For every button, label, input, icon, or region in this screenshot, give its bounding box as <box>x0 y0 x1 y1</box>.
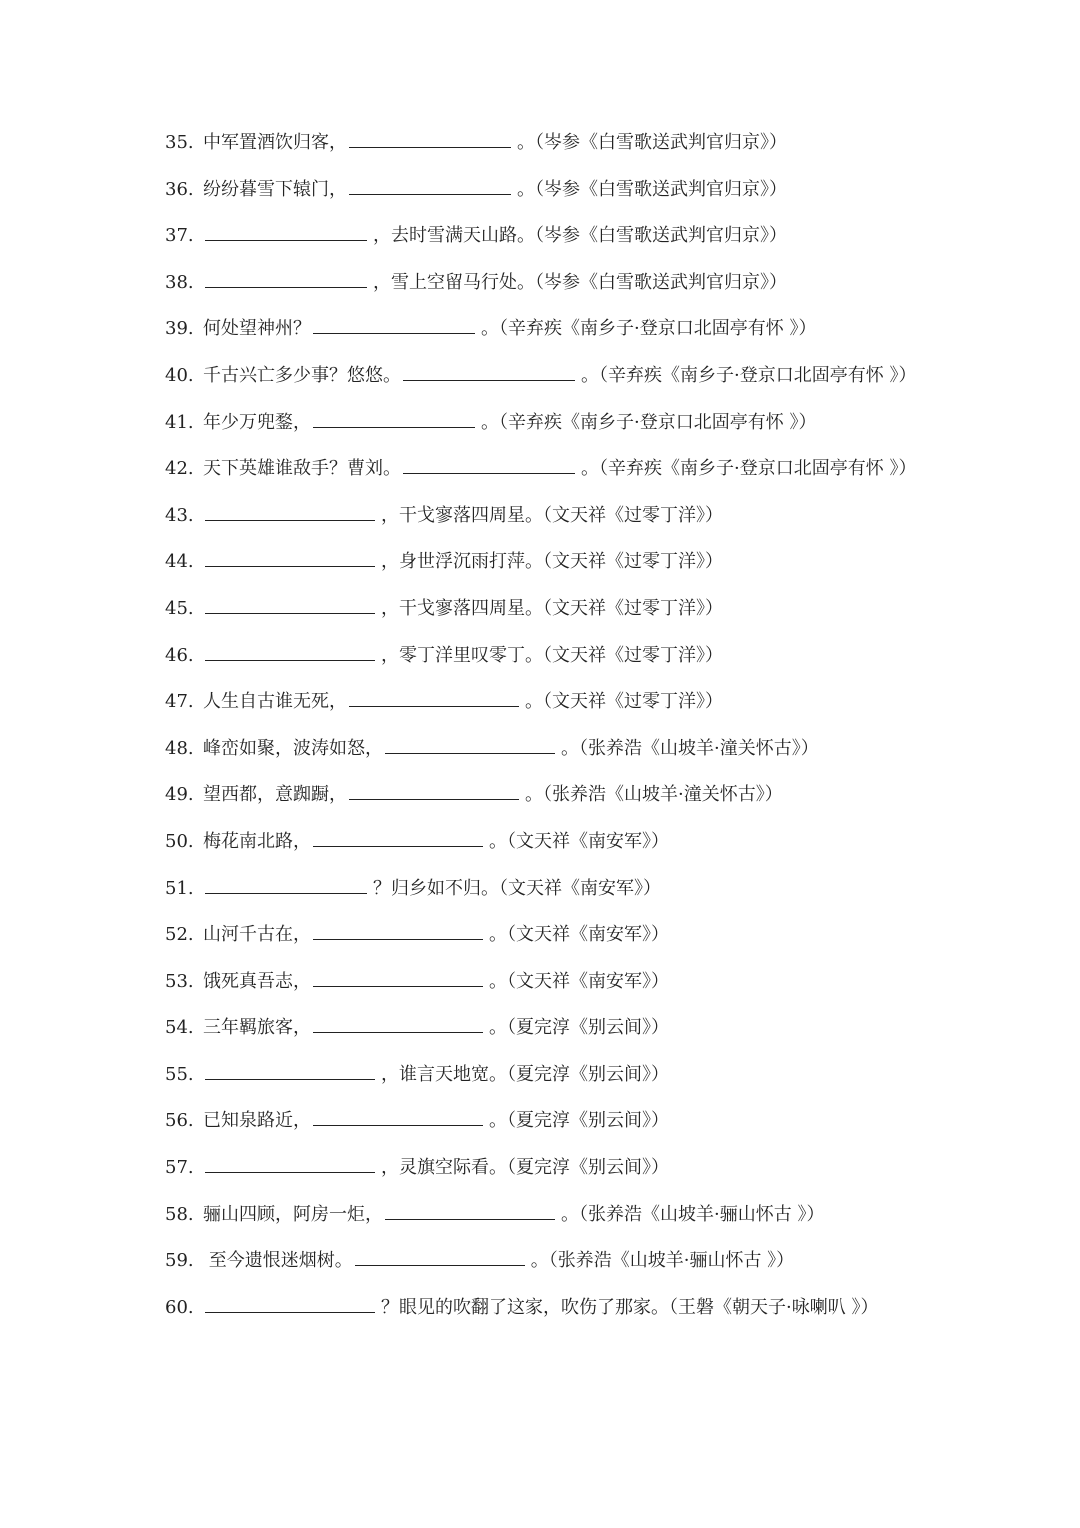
answer-blank[interactable] <box>349 688 519 707</box>
answer-blank[interactable] <box>313 828 483 847</box>
question-suffix: 。（辛弃疾《南乡子·登京口北固亭有怀 》） <box>581 364 917 386</box>
answer-blank[interactable] <box>385 735 555 754</box>
answer-blank[interactable] <box>205 502 375 521</box>
question-number: 51. <box>165 877 194 899</box>
answer-blank[interactable] <box>205 269 367 288</box>
question-prefix: 饿死真吾志， <box>203 970 311 992</box>
question-number: 60. <box>165 1296 194 1318</box>
question-53 <box>165 968 925 996</box>
question-60 <box>165 1294 925 1322</box>
question-37 <box>165 222 925 250</box>
question-suffix: 。（辛弃疾《南乡子·登京口北固亭有怀 》） <box>481 318 817 340</box>
question-number: 38. <box>165 271 194 293</box>
question-number: 39. <box>165 318 194 340</box>
answer-blank[interactable] <box>313 921 483 940</box>
question-prefix: 望西都，意踟蹰， <box>203 784 347 806</box>
answer-blank[interactable] <box>349 176 511 195</box>
answer-blank[interactable] <box>355 1247 525 1266</box>
answer-blank[interactable] <box>205 1294 375 1313</box>
answer-blank[interactable] <box>205 875 367 894</box>
question-59 <box>165 1247 925 1275</box>
question-suffix: 。（张养浩《山坡羊·潼关怀古》） <box>525 784 783 806</box>
answer-blank[interactable] <box>313 315 475 334</box>
question-suffix: ？眼见的吹翻了这家，吹伤了那家。（王磐《朝天子·咏喇叭 》） <box>381 1296 879 1318</box>
question-number: 44. <box>165 551 194 573</box>
answer-blank[interactable] <box>403 455 575 474</box>
question-46 <box>165 642 925 670</box>
question-prefix: 千古兴亡多少事？悠悠。 <box>203 364 401 386</box>
question-suffix: 。（文天祥《南安军》） <box>489 924 669 946</box>
answer-blank[interactable] <box>205 222 367 241</box>
question-45 <box>165 595 925 623</box>
question-39 <box>165 315 925 343</box>
question-number: 35. <box>165 132 194 153</box>
question-number: 47. <box>165 691 194 713</box>
question-suffix: ，去时雪满天山路。（岑参《白雪歌送武判官归京》） <box>373 225 787 247</box>
question-number: 37. <box>165 225 194 247</box>
question-prefix: 中军置酒饮归客， <box>203 132 347 153</box>
question-suffix: 。（张养浩《山坡羊·潼关怀古》） <box>561 737 819 759</box>
question-58 <box>165 1201 925 1229</box>
question-57 <box>165 1154 925 1182</box>
question-list <box>165 129 925 1340</box>
question-suffix: ，干戈寥落四周星。（文天祥《过零丁洋》） <box>381 597 723 619</box>
question-number: 43. <box>165 504 194 526</box>
question-suffix: 。（文天祥《南安军》） <box>489 830 669 852</box>
question-number: 42. <box>165 458 194 480</box>
answer-blank[interactable] <box>205 642 375 661</box>
question-suffix: 。（张养浩《山坡羊·骊山怀古 》） <box>561 1203 825 1225</box>
answer-blank[interactable] <box>205 1154 375 1173</box>
answer-blank[interactable] <box>205 548 375 567</box>
question-prefix: 纷纷暮雪下辕门， <box>203 178 347 200</box>
question-38 <box>165 269 925 297</box>
question-48 <box>165 735 925 763</box>
question-50 <box>165 828 925 856</box>
question-suffix: 。（夏完淳《别云间》） <box>489 1110 669 1132</box>
question-54 <box>165 1014 925 1042</box>
question-prefix: 人生自古谁无死， <box>203 691 347 713</box>
question-suffix: 。（文天祥《南安军》） <box>489 970 669 992</box>
question-56 <box>165 1107 925 1135</box>
question-suffix: 。（张养浩《山坡羊·骊山怀古 》） <box>530 1250 795 1272</box>
question-suffix: ，零丁洋里叹零丁。（文天祥《过零丁洋》） <box>381 644 723 666</box>
question-42 <box>165 455 925 483</box>
question-prefix: 山河千古在， <box>203 924 311 946</box>
question-suffix: ，谁言天地宽。（夏完淳《别云间》） <box>381 1063 669 1085</box>
question-number: 55. <box>165 1063 194 1085</box>
question-43 <box>165 502 925 530</box>
answer-blank[interactable] <box>313 409 475 428</box>
question-suffix: 。（夏完淳《别云间》） <box>489 1017 669 1039</box>
question-55 <box>165 1061 925 1089</box>
question-prefix: 骊山四顾，阿房一炬， <box>203 1203 383 1225</box>
question-number: 41. <box>165 411 194 433</box>
question-suffix: ，灵旗空际看。（夏完淳《别云间》） <box>381 1157 669 1179</box>
question-number: 59. <box>165 1250 194 1272</box>
question-number: 52. <box>165 924 194 946</box>
question-prefix: 天下英雄谁敌手？曹刘。 <box>203 458 401 480</box>
answer-blank[interactable] <box>349 781 519 800</box>
question-40 <box>165 362 925 390</box>
question-number: 58. <box>165 1203 194 1225</box>
question-suffix: 。（岑参《白雪歌送武判官归京》） <box>517 178 787 200</box>
question-number: 49. <box>165 784 194 806</box>
question-prefix: 已知泉路近， <box>203 1110 311 1132</box>
answer-blank[interactable] <box>205 595 375 614</box>
question-52 <box>165 921 925 949</box>
question-suffix: 。（辛弃疾《南乡子·登京口北固亭有怀 》） <box>481 411 817 433</box>
answer-blank[interactable] <box>403 362 575 381</box>
question-number: 53. <box>165 970 194 992</box>
question-suffix: 。（文天祥《过零丁洋》） <box>525 691 723 713</box>
question-number: 45. <box>165 597 194 619</box>
answer-blank[interactable] <box>313 1107 483 1126</box>
question-suffix: 。（辛弃疾《南乡子·登京口北固亭有怀 》） <box>581 458 917 480</box>
question-prefix: 梅花南北路， <box>203 830 311 852</box>
question-number: 56. <box>165 1110 194 1132</box>
answer-blank[interactable] <box>385 1201 555 1220</box>
question-prefix: 峰峦如聚，波涛如怒， <box>203 737 383 759</box>
question-suffix: ，干戈寥落四周星。（文天祥《过零丁洋》） <box>381 504 723 526</box>
question-51 <box>165 875 925 903</box>
question-35 <box>165 129 925 157</box>
answer-blank[interactable] <box>205 1061 375 1080</box>
question-number: 57. <box>165 1157 194 1179</box>
question-number: 54. <box>165 1017 194 1039</box>
question-36 <box>165 176 925 204</box>
question-prefix: 三年羁旅客， <box>203 1017 311 1039</box>
question-number: 40. <box>165 364 194 386</box>
question-prefix: 年少万兜鍪， <box>203 411 311 433</box>
question-41 <box>165 409 925 437</box>
question-number: 50. <box>165 830 194 852</box>
question-number: 48. <box>165 737 194 759</box>
question-44 <box>165 548 925 576</box>
question-47 <box>165 688 925 716</box>
question-suffix: ？归乡如不归。（文天祥《南安军》） <box>373 877 661 899</box>
answer-blank[interactable] <box>313 1014 483 1033</box>
question-suffix: ，雪上空留马行处。（岑参《白雪歌送武判官归京》） <box>373 271 787 293</box>
answer-blank[interactable] <box>349 129 511 148</box>
question-suffix: 。（岑参《白雪歌送武判官归京》） <box>517 132 787 153</box>
question-suffix: ，身世浮沉雨打萍。（文天祥《过零丁洋》） <box>381 551 723 573</box>
question-prefix: 至今遗恨迷烟树。 <box>203 1250 353 1272</box>
question-number: 36. <box>165 178 194 200</box>
answer-blank[interactable] <box>313 968 483 987</box>
question-prefix: 何处望神州？ <box>203 318 311 340</box>
question-49 <box>165 781 925 809</box>
question-number: 46. <box>165 644 194 666</box>
